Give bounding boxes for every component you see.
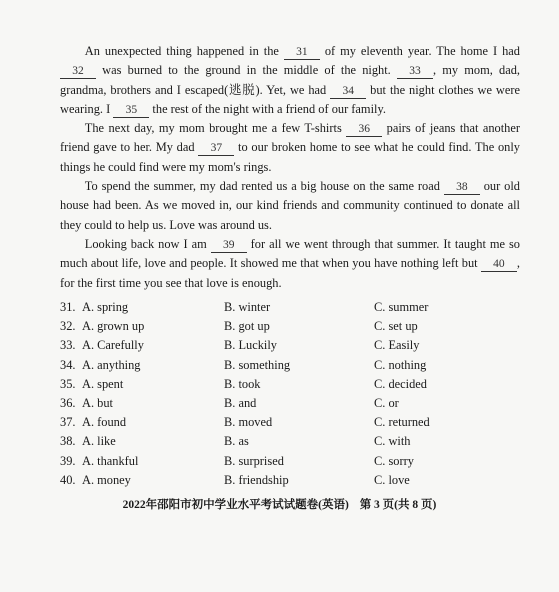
passage-text: An unexpected thing happened in the bbox=[84, 44, 284, 58]
option-b: B. got up bbox=[224, 319, 270, 334]
option-a: A. spent bbox=[82, 376, 124, 391]
option-b: B. winter bbox=[224, 300, 271, 315]
answer-blank: 39 bbox=[211, 238, 247, 253]
answer-blank: 38 bbox=[444, 180, 480, 195]
passage-text: The next day, my mom brought me a few T-shirts bbox=[84, 121, 347, 136]
option-c: C. decided bbox=[374, 376, 427, 391]
option-c: C. love bbox=[374, 472, 410, 487]
option-b: B. moved bbox=[224, 415, 273, 430]
question-number: 35. bbox=[60, 376, 76, 391]
option-c: C. set up bbox=[374, 319, 418, 334]
option-b: B. friendship bbox=[224, 472, 289, 487]
passage-text: but the night clothes we were wearing. I bbox=[60, 82, 520, 116]
passage-paragraph bbox=[60, 177, 520, 235]
answer-blank: 36 bbox=[346, 122, 382, 137]
option-b: B. Luckily bbox=[224, 338, 277, 353]
footer-page-number: 第 3 页(共 8 页) bbox=[359, 499, 437, 511]
option-c: C. nothing bbox=[374, 357, 427, 372]
question-number: 40. bbox=[60, 472, 76, 487]
option-c: C. Easily bbox=[374, 338, 420, 353]
passage-text: , for the first time you see that love is enough. bbox=[60, 256, 520, 290]
answer-blank: 37 bbox=[198, 141, 234, 156]
question-row bbox=[60, 471, 530, 490]
question-number: 32. bbox=[60, 319, 76, 334]
option-a: A. spring bbox=[82, 300, 129, 315]
question-row bbox=[60, 298, 530, 317]
option-b: B. took bbox=[224, 376, 261, 391]
option-a: A. like bbox=[82, 434, 116, 449]
question-row bbox=[60, 394, 530, 413]
question-row bbox=[60, 432, 530, 451]
option-b: B. surprised bbox=[224, 453, 284, 468]
answer-blank: 40 bbox=[481, 257, 517, 272]
question-number: 38. bbox=[60, 434, 76, 449]
cloze-passage bbox=[60, 42, 520, 293]
passage-text: for all we went through that summer. It taught me so much about life, love and people. It showed me that when you have nothing left but bbox=[60, 236, 521, 271]
option-c: C. summer bbox=[374, 300, 429, 315]
question-row bbox=[60, 452, 530, 471]
passage-text: to our broken home to see what he could find. The only things he could find were my mom's rings. bbox=[60, 140, 520, 174]
question-number: 37. bbox=[60, 415, 76, 430]
page-footer bbox=[0, 496, 559, 512]
option-a: A. but bbox=[82, 396, 113, 411]
option-b: B. and bbox=[224, 396, 257, 411]
passage-paragraph bbox=[60, 235, 520, 293]
question-row bbox=[60, 413, 530, 432]
passage-text: Looking back now I am bbox=[84, 236, 211, 251]
question-row bbox=[60, 317, 530, 336]
option-c: C. with bbox=[374, 434, 411, 449]
passage-text: the rest of the night with a friend of our family. bbox=[149, 101, 386, 116]
answer-blank: 33 bbox=[397, 64, 433, 79]
passage-paragraph bbox=[60, 119, 520, 177]
option-a: A. anything bbox=[82, 357, 141, 372]
question-row bbox=[60, 336, 530, 355]
footer-title: 2022年邵阳市初中学业水平考试试题卷(英语) bbox=[122, 499, 349, 511]
option-b: B. as bbox=[224, 434, 249, 449]
question-number: 33. bbox=[60, 338, 76, 353]
question-number: 39. bbox=[60, 453, 76, 468]
answer-blank: 35 bbox=[113, 103, 149, 118]
option-a: A. grown up bbox=[82, 319, 145, 334]
question-row bbox=[60, 375, 530, 394]
answer-blank: 34 bbox=[330, 84, 366, 99]
answer-blank: 31 bbox=[284, 45, 320, 60]
option-b: B. something bbox=[224, 357, 291, 372]
option-c: C. or bbox=[374, 396, 399, 411]
question-number: 36. bbox=[60, 396, 76, 411]
question-number: 31. bbox=[60, 300, 76, 315]
option-c: C. sorry bbox=[374, 453, 414, 468]
option-c: C. returned bbox=[374, 415, 430, 430]
option-a: A. thankful bbox=[82, 453, 139, 468]
passage-paragraph bbox=[60, 42, 520, 119]
option-a: A. money bbox=[82, 472, 131, 487]
question-number: 34. bbox=[60, 357, 76, 372]
answer-blank: 32 bbox=[60, 64, 96, 79]
passage-text: , my mom, dad, grandma, brothers and I escaped(逃脱). Yet, we had bbox=[60, 63, 521, 97]
passage-text: pairs of jeans that another friend gave to her. My dad bbox=[60, 121, 520, 155]
option-a: A. found bbox=[82, 415, 127, 430]
passage-text: of my eleventh year. The home I had bbox=[319, 44, 520, 58]
passage-text: To spend the summer, my dad rented us a big house on the same road bbox=[84, 179, 444, 194]
option-a: A. Carefully bbox=[82, 338, 144, 353]
question-list bbox=[60, 298, 530, 490]
question-row bbox=[60, 356, 530, 375]
passage-text: was burned to the ground in the middle of the night. bbox=[96, 63, 397, 78]
passage-text: our old house had been. As we moved in, our kind friends and community continued to donate all they could to help us. Love was around us. bbox=[60, 179, 520, 232]
